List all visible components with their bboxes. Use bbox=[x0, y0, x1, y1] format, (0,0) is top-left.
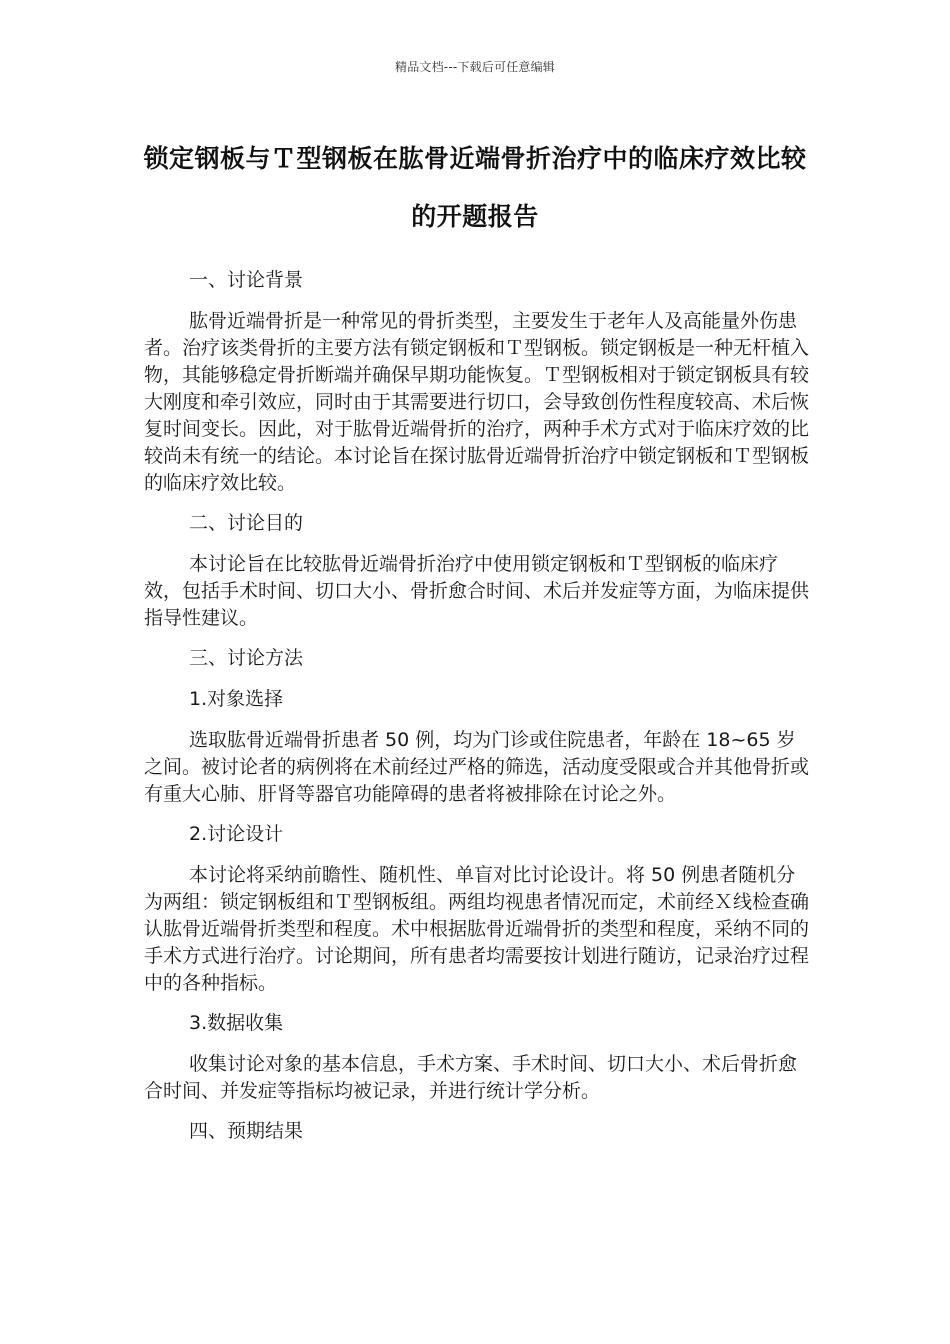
paragraph-subjects: 选取肱骨近端骨折患者 50 例，均为门诊或住院患者，年龄在 18~65 岁之间。被讨论者的病例将在术前经过严格的筛选，活动度受限或合并其他骨折或有重大心肺、肝肾等器官功能障碍的患者将被排除在讨论之外。 bbox=[144, 729, 810, 805]
paragraph-background: 肱骨近端骨折是一种常见的骨折类型，主要发生于老年人及高能量外伤患者。治疗该类骨折的主要方法有锁定钢板和Ｔ型钢板。锁定钢板是一种无杆植入物，其能够稳定骨折断端并确保早期功能恢复。Ｔ型钢板相对于锁定钢板具有较大刚度和牵引效应，同时由于其需要进行切口，会导致创伤性程度较高、术后恢复时间变长。因此，对于肱骨近端骨折的治疗，两种手术方式对于临床疗效的比较尚未有统一的结论。本讨论旨在探讨肱骨近端骨折治疗中锁定钢板和Ｔ型钢板的临床疗效比较。 bbox=[144, 310, 810, 494]
section-heading-purpose: 二、讨论目的 bbox=[189, 512, 304, 534]
section-heading-expected-results: 四、预期结果 bbox=[189, 1120, 304, 1142]
paragraph-design: 本讨论将采纳前瞻性、随机性、单盲对比讨论设计。将 50 例患者随机分为两组：锁定钢板组和Ｔ型钢板组。两组均视患者情况而定，术前经Ｘ线检查确认肱骨近端骨折类型和程度。术中根据肱骨近端骨折的类型和程度，采纳不同的手术方式进行治疗。讨论期间，所有患者均需要按计划进行随访，记录治疗过程中的各种指标。 bbox=[144, 864, 810, 994]
subsection-heading-design: 2.讨论设计 bbox=[189, 823, 284, 845]
section-heading-method: 三、讨论方法 bbox=[189, 647, 304, 669]
section-heading-background: 一、讨论背景 bbox=[189, 269, 304, 291]
paragraph-purpose: 本讨论旨在比较肱骨近端骨折治疗中使用锁定钢板和Ｔ型钢板的临床疗效，包括手术时间、切口大小、骨折愈合时间、术后并发症等方面，为临床提供指导性建议。 bbox=[144, 553, 810, 629]
document-body bbox=[144, 267, 812, 1159]
subsection-heading-data-collection: 3.数据收集 bbox=[189, 1012, 284, 1034]
document-title: 锁定钢板与Ｔ型钢板在肱骨近端骨折治疗中的临床疗效比较的开题报告 bbox=[143, 144, 807, 231]
header-note: 精品文档---下载后可任意编辑 bbox=[395, 60, 555, 74]
subsection-heading-subjects: 1.对象选择 bbox=[189, 688, 284, 710]
paragraph-data-collection: 收集讨论对象的基本信息，手术方案、手术时间、切口大小、术后骨折愈合时间、并发症等指标均被记录，并进行统计学分析。 bbox=[144, 1053, 798, 1102]
